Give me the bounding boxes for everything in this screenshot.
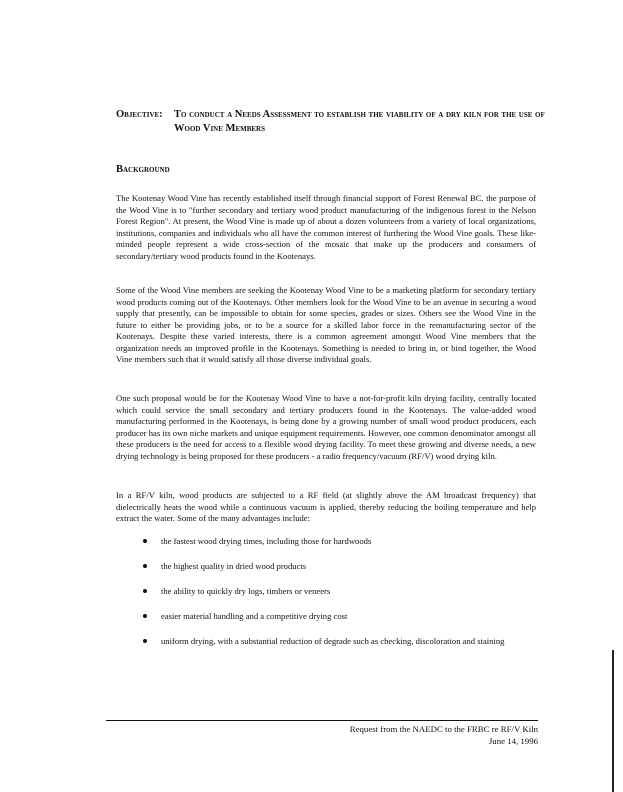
list-item (140, 536, 540, 548)
paragraph-2: Some of the Wood Vine members are seeking the Kootenay Wood Vine to be a marketing platform for secondary tertiary wood products coming out of the Kootenays. Other members look for the Wood Vine to be an avenue in securing a wood supply that presently, can be impossible to obtain for some species, grades or sizes. Others see the Wood Vine in the future to either be providing jobs, or to be a source for a skilled labor force in the remanufacturing sector of the Kootenays. Despite these varied interests, there is a common agreement amongst Wood Vine members that the organization needs an improved profile in the Kootenays. Something is needed to bring in, or bind together, the Wood Vine members such that it would satisfy all those diverse individual goals. (116, 285, 536, 364)
bullet-icon (143, 614, 147, 618)
footer-divider (106, 720, 538, 721)
objective-label: Objective: (116, 109, 163, 120)
list-item-text: the ability to quickly dry logs, timbers or veneers (161, 586, 331, 596)
list-item-text: the highest quality in dried wood products (161, 561, 307, 571)
page-edge-line (612, 650, 614, 792)
bullet-icon (143, 539, 147, 543)
objective-text: To conduct a Needs Assessment to establish the viability of a dry kiln for the use of Wood Vine Members (174, 109, 545, 134)
advantages-list (140, 536, 540, 661)
bullet-icon (143, 589, 147, 593)
footer-title: Request from the NAEDC to the FRBC re RF/V Kiln (349, 724, 538, 734)
footer (290, 724, 538, 747)
list-item (140, 586, 540, 598)
paragraph-1: The Kootenay Wood Vine has recently established itself through financial support of Forest Renewal BC. the purpose of the Wood Vine is to "further secondary and tertiary wood product manufacturing of the indigenous forest in the Nelson Forest Region". At present, the Wood Vine is made up of about a dozen volunteers from a variety of local organizations, institutions, companies and individuals who all have the common interest of furthering the Wood Vine goals. These like-minded people represent a wide cross-section of the mosaic that make up the producers and consumers of secondary/tertiary wood products found in the Kootenays. (116, 193, 536, 261)
footer-date: June 14, 1996 (488, 735, 538, 746)
paragraph-4: In a RF/V kiln, wood products are subjected to a RF field (at slightly above the AM broadcast frequency) that dielectrically heats the wood while a continuous vacuum is applied, thereby reducing the boiling temperature and help extract the water. Some of the many advantages include: (116, 490, 536, 523)
bullet-icon (143, 639, 147, 643)
list-item (140, 561, 540, 573)
background-heading: Background (116, 164, 170, 175)
bullet-icon (143, 564, 147, 568)
list-item-text: uniform drying, with a substantial reduction of degrade such as checking, discoloration and staining (161, 636, 505, 646)
paragraph-3: One such proposal would be for the Kootenay Wood Vine to have a not-for-profit kiln drying facility, centrally located which could service the small secondary and tertiary producers found in the Kootenays. The value-added wood manufacturing performed in the Kootenays, is being done by a growing number of small wood product producers, each producer has its own niche markets and unique equipment requirements. However, one common denominator amongst all these producers is the need for access to a flexible wood drying facility. To meet these growing and diverse needs, a new drying technology is being proposed for these producers - a radio frequency/vacuum (RF/V) wood drying kiln. (116, 393, 536, 461)
list-item (140, 611, 540, 623)
list-item-text: the fastest wood drying times, including those for hardwoods (161, 536, 372, 546)
list-item (140, 636, 540, 648)
list-item-text: easier material handling and a competitive drying cost (161, 611, 348, 621)
